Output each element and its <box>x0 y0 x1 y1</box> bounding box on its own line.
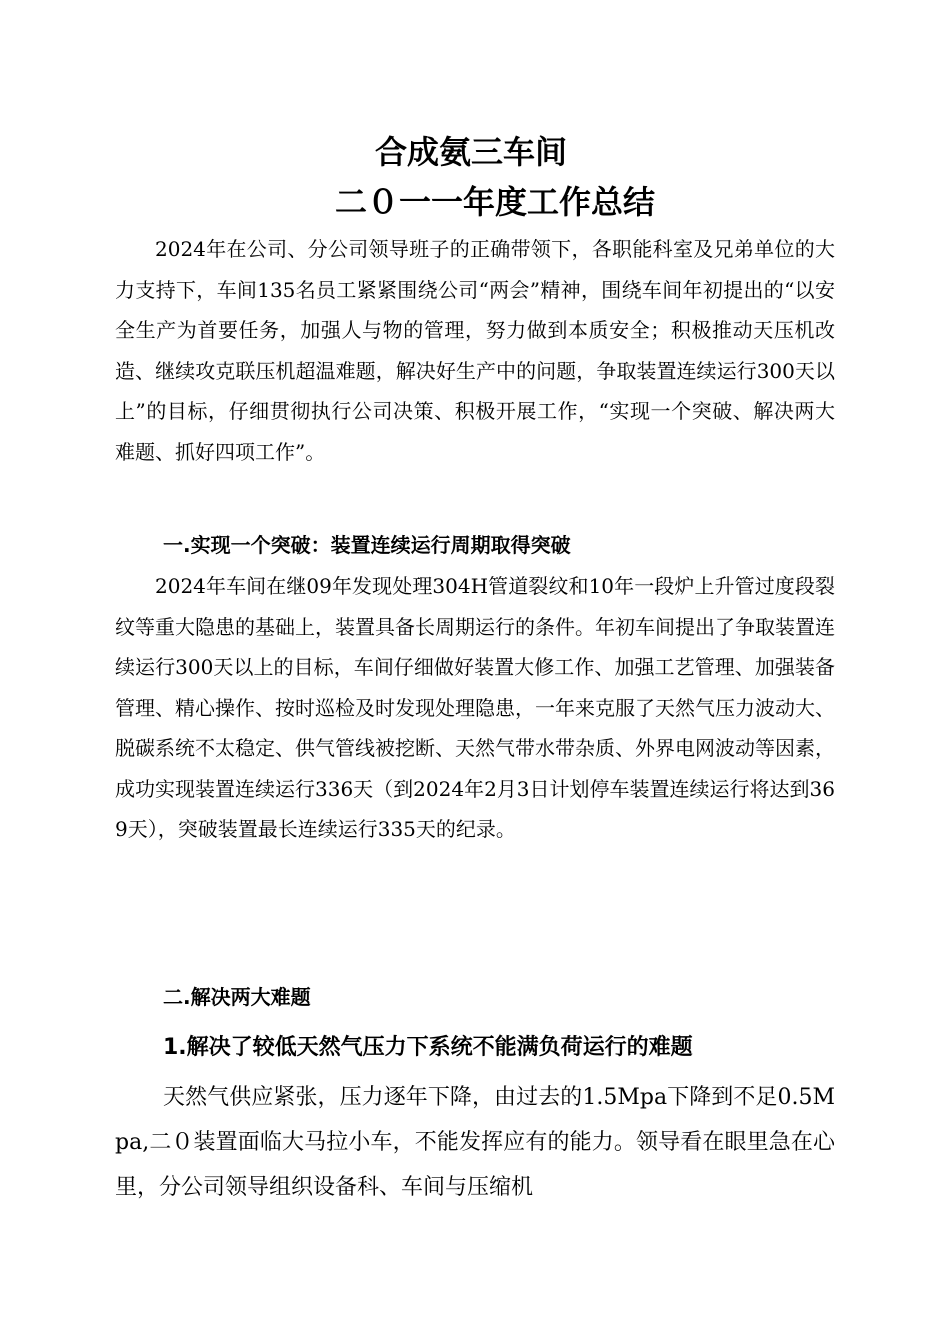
section2-sub1-paragraph: 天然气供应紧张，压力逐年下降，由过去的1.5Mpa下降到不足0.5Mpa,二０装置面临大马拉小车，不能发挥应有的能力。领导看在眼里急在心里，分公司领导组织设备科、车间与压缩机 <box>115 1085 835 1200</box>
intro-paragraph: 2024年在公司、分公司领导班子的正确带领下，各职能科室及兄弟单位的大力支持下，车间135名员工紧紧围绕公司“两会”精神，围绕车间年初提出的“以安全生产为首要任务，加强人与物的管理，努力做到本质安全；积极推动天压机改造、继续攻克联压机超温难题，解决好生产中的问题，争取装置连续运行300天以上”的目标，仔细贯彻执行公司决策、积极开展工作，“实现一个突破、解决两大难题、抓好四项工作”。 <box>115 237 835 464</box>
section1-paragraph: 2024年车间在继09年发现处理304H管道裂纹和10年一段炉上升管过度段裂纹等重大隐患的基础上，装置具备长周期运行的条件。年初车间提出了争取装置连续运行300天以上的目标，车间仔细做好装置大修工作、加强工艺管理、加强装备管理、精心操作、按时巡检及时发现处理隐患，一年来克服了天然气压力波动大、脱碳系统不太稳定、供气管线被挖断、天然气带水带杂质、外界电网波动等因素，成功实现装置连续运行336天（到2024年2月3日计划停车装置连续运行将达到369天），突破装置最长连续运行335天的纪录。 <box>115 574 835 841</box>
section2-subheading-1: 1.解决了较低天然气压力下系统不能满负荷运行的难题 <box>163 1035 693 1060</box>
section2-heading: 二.解决两大难题 <box>163 985 311 1009</box>
document-title-line2: 二０一一年度工作总结 <box>334 183 655 221</box>
document-title-line1: 合成氨三车间 <box>374 133 567 171</box>
section1-heading: 一.实现一个突破：装置连续运行周期取得突破 <box>163 533 571 557</box>
